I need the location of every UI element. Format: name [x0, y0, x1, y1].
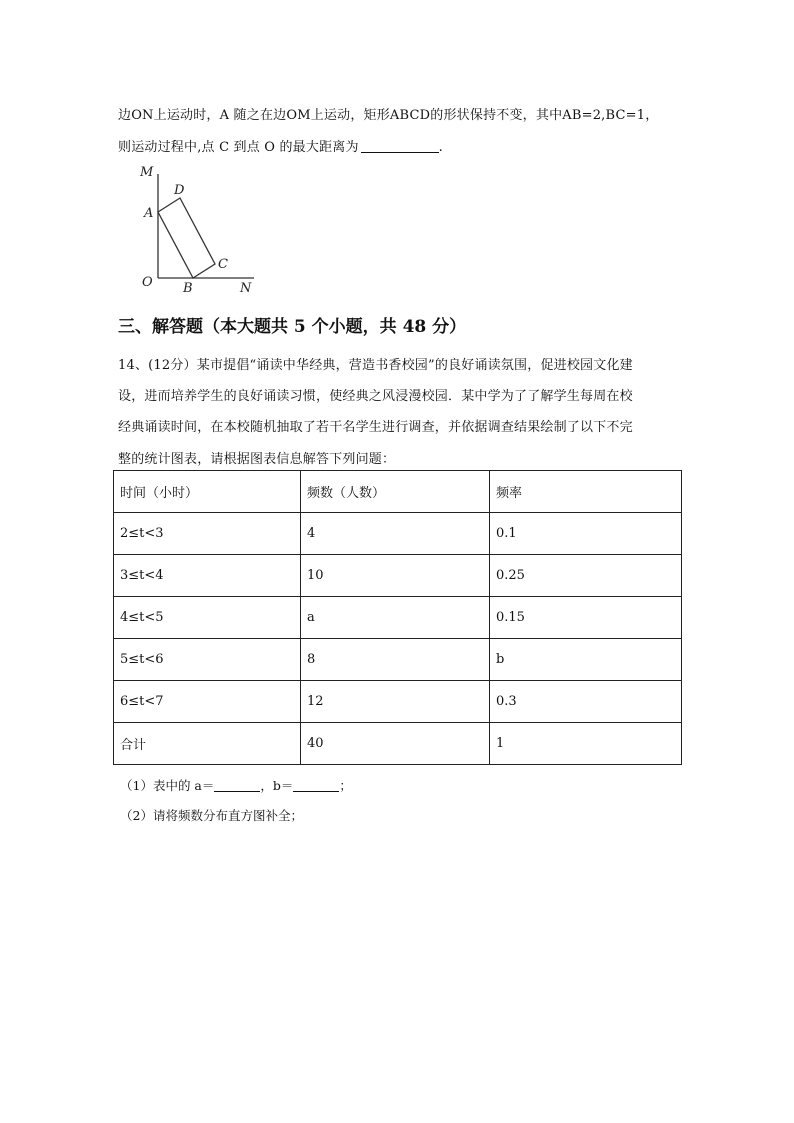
label-c: C — [218, 257, 228, 272]
table-cell: 4 — [301, 513, 490, 555]
table-header-row — [114, 471, 682, 513]
table-cell: 2≤t<3 — [114, 513, 301, 555]
table-cell: 4≤t<5 — [114, 597, 301, 639]
label-a: A — [144, 206, 154, 221]
question-2: （2）请将频数分布直方图补全； — [120, 808, 303, 823]
label-n: N — [240, 281, 252, 296]
question-1 — [120, 776, 352, 794]
table-cell: a — [301, 597, 490, 639]
table-cell: 6≤t<7 — [114, 681, 301, 723]
table-row — [114, 723, 682, 765]
table-cell: 0.15 — [490, 597, 682, 639]
header-cell: 时间（小时） — [114, 471, 301, 513]
table-cell: 1 — [490, 723, 682, 765]
question-1-end: ； — [339, 778, 352, 793]
intro-line-2-end: . — [438, 140, 444, 155]
label-d: D — [174, 183, 185, 198]
table-cell: 0.25 — [490, 555, 682, 597]
question-1-middle: ，b＝ — [260, 778, 294, 793]
table-cell: 0.3 — [490, 681, 682, 723]
frequency-table — [113, 470, 682, 765]
table-cell: 8 — [301, 639, 490, 681]
table-row — [114, 513, 682, 555]
answer-blank-a — [214, 779, 260, 792]
header-cell: 频率 — [490, 471, 682, 513]
table-cell: 5≤t<6 — [114, 639, 301, 681]
problem-14-line-1: 14、(12分）某市提倡“诵读中华经典，营造书香校园”的良好诵读氛围，促进校园文化建 — [118, 358, 633, 373]
table-cell: 合计 — [114, 723, 301, 765]
table-cell: 10 — [301, 555, 490, 597]
question-1-prefix: （1）表中的 a＝ — [120, 778, 215, 793]
table-row — [114, 555, 682, 597]
label-m: M — [140, 165, 154, 180]
table-row — [114, 597, 682, 639]
section-heading: 三、解答题（本大题共 5 个小题，共 48 分） — [118, 317, 467, 337]
intro-line-2-text: 则运动过程中,点 C 到点 O 的最大距离为 — [118, 140, 359, 155]
table-cell: 3≤t<4 — [114, 555, 301, 597]
table-cell: 40 — [301, 723, 490, 765]
label-o: O — [142, 275, 153, 290]
problem-14-line-3: 经典诵读时间，在本校随机抽取了若干名学生进行调查，并依据调查结果绘制了以下不完 — [118, 420, 633, 435]
table-cell: 0.1 — [490, 513, 682, 555]
intro-line-1: 边ON上运动时，A 随之在边OM上运动，矩形ABCD的形状保持不变，其中AB=2,BC=1， — [118, 108, 659, 123]
header-cell: 频数（人数） — [301, 471, 490, 513]
answer-blank — [361, 140, 439, 153]
table-row — [114, 681, 682, 723]
geometry-figure — [138, 160, 268, 300]
answer-blank-b — [293, 779, 339, 792]
table-row — [114, 639, 682, 681]
problem-14-line-4: 整的统计图表，请根据图表信息解答下列问题： — [118, 452, 396, 467]
table-cell: 12 — [301, 681, 490, 723]
rectangle-abcd — [158, 198, 215, 278]
intro-line-2 — [118, 136, 443, 155]
table-cell: b — [490, 639, 682, 681]
problem-14-line-2: 设，进而培养学生的良好诵读习惯，使经典之风浸漫校园．某中学为了了解学生每周在校 — [118, 389, 633, 404]
label-b: B — [183, 281, 193, 296]
